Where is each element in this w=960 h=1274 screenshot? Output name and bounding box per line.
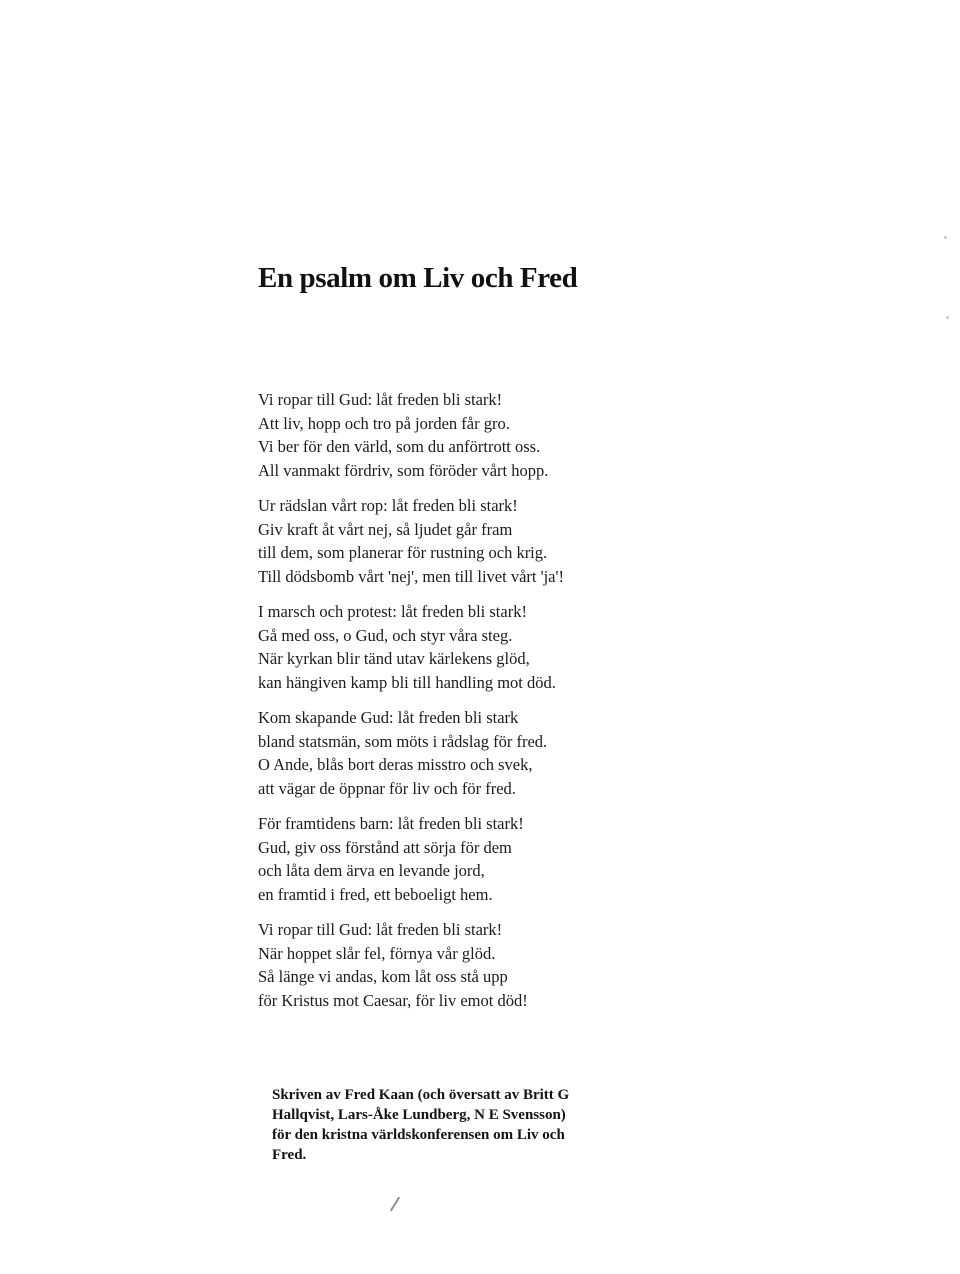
credit-line: Hallqvist, Lars-Åke Lundberg, N E Svensson) [272,1107,566,1123]
poem [258,388,678,1024]
credit-line: Skriven av Fred Kaan (och översatt av Britt G [272,1087,570,1103]
verse [258,600,678,694]
scan-speck [946,316,949,319]
verse-line: För framtidens barn: låt freden bli stark! [258,814,524,833]
verse-line: Kom skapande Gud: låt freden bli stark [258,708,519,727]
verse-line: Ur rädslan vårt rop: låt freden bli stark! [258,496,518,515]
verse-line: Vi ber för den värld, som du anförtrott oss. [258,437,541,456]
verse-line: När kyrkan blir tänd utav kärlekens glöd, [258,649,530,668]
verse-line: för Kristus mot Caesar, för liv emot död! [258,990,528,1010]
verse-line: Vi ropar till Gud: låt freden bli stark! [258,390,503,409]
author-credit [272,1085,652,1165]
verse-line: Giv kraft åt vårt nej, så ljudet går fram [258,519,513,539]
verse-line: och låta dem ärva en levande jord, [258,861,485,880]
verse-line: kan hängiven kamp bli till handling mot död. [258,672,556,692]
verse-line: O Ande, blås bort deras misstro och svek, [258,755,533,774]
verse [258,918,678,1012]
verse-line: I marsch och protest: låt freden bli stark! [258,602,527,621]
verse-line: Att liv, hopp och tro på jorden får gro. [258,413,510,433]
verse [258,494,678,588]
verse-line: När hoppet slår fel, förnya vår glöd. [258,943,496,963]
verse [258,388,678,482]
verse-line: att vägar de öppnar för liv och för fred. [258,778,516,798]
verse-line: bland statsmän, som möts i rådslag för fred. [258,731,548,751]
credit-line: för den kristna världskonferensen om Liv och [272,1127,565,1143]
pencil-mark [390,1197,400,1212]
verse-line: till dem, som planerar för rustning och krig. [258,543,548,562]
credit-line: Fred. [272,1147,307,1163]
verse-line: Vi ropar till Gud: låt freden bli stark! [258,920,503,939]
verse-line: en framtid i fred, ett beboeligt hem. [258,884,493,904]
verse-line: Så länge vi andas, kom låt oss stå upp [258,967,508,986]
verse-line: Till dödsbomb vårt 'nej', men till livet vårt 'ja'! [258,566,564,586]
scan-speck [944,236,947,239]
verse [258,706,678,800]
verse [258,812,678,906]
document-title: En psalm om Liv och Fred [258,262,578,294]
verse-line: Gud, giv oss förstånd att sörja för dem [258,837,512,857]
verse-line: Gå med oss, o Gud, och styr våra steg. [258,625,513,645]
verse-line: All vanmakt fördriv, som föröder vårt hopp. [258,460,549,480]
